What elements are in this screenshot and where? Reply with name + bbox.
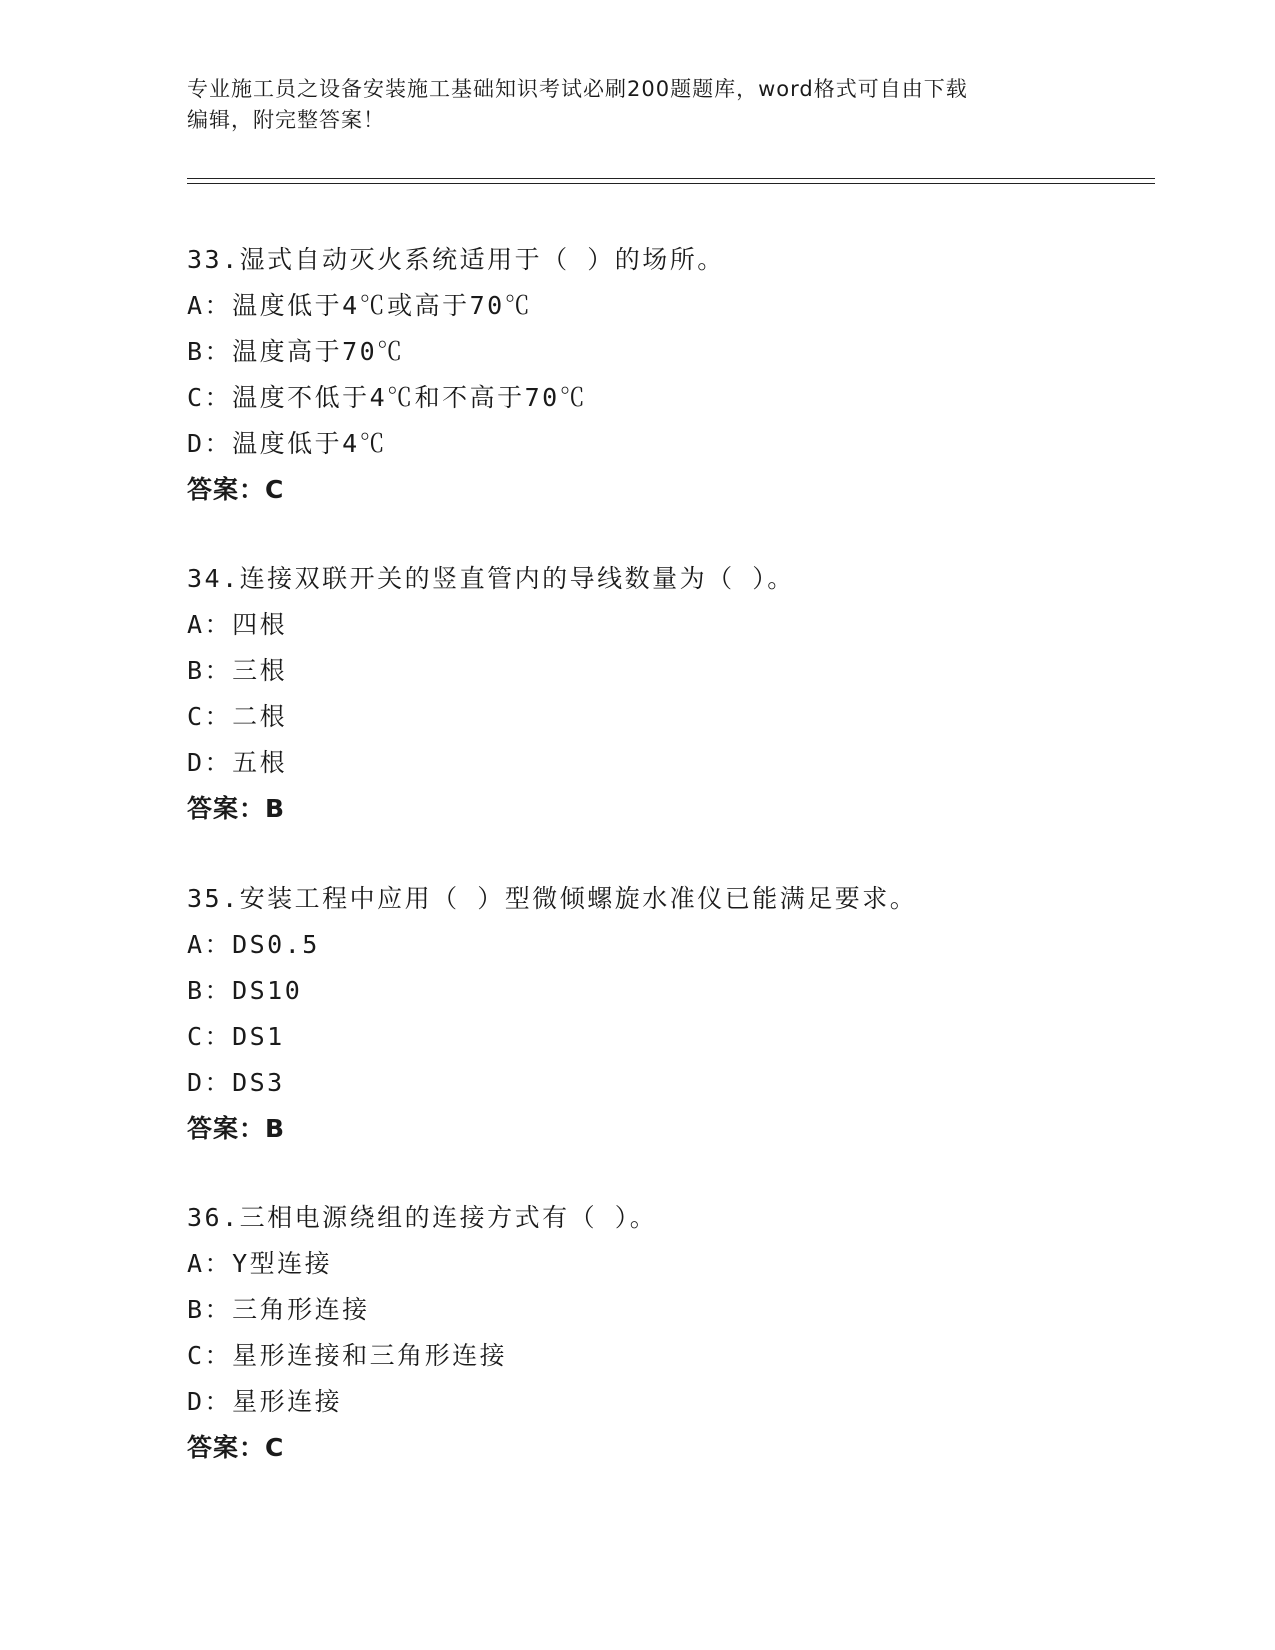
- option-text: 星形连接和三角形连接: [232, 1341, 508, 1370]
- option-a: [187, 922, 1147, 968]
- option-text: 星形连接: [232, 1387, 343, 1416]
- option-d: [187, 421, 1147, 467]
- answer-line: 答案：B: [187, 1114, 286, 1143]
- header-line-1: 专业施工员之设备安装施工基础知识考试必刷200题题库，word格式可自由下载: [187, 77, 968, 101]
- option-key: C：: [187, 1341, 233, 1370]
- option-b: [187, 968, 1147, 1014]
- option-text: 温度高于70℃: [232, 337, 405, 366]
- option-key: B：: [187, 976, 233, 1005]
- option-b: [187, 1287, 1147, 1333]
- document-header: [187, 74, 1087, 136]
- option-key: B：: [187, 337, 233, 366]
- option-key: B：: [187, 656, 233, 685]
- option-d: [187, 740, 1147, 786]
- answer-line: 答案：B: [187, 794, 286, 823]
- option-key: D：: [187, 748, 233, 777]
- question-title: 35.安装工程中应用（ ）型微倾螺旋水准仪已能满足要求。: [187, 884, 918, 913]
- option-key: A：: [187, 1249, 233, 1278]
- option-c: [187, 694, 1147, 740]
- option-d: [187, 1060, 1147, 1106]
- option-text: DS3: [232, 1068, 285, 1097]
- option-d: [187, 1379, 1147, 1425]
- option-text: 温度低于4℃: [232, 429, 388, 458]
- option-text: 温度不低于4℃和不高于70℃: [232, 383, 588, 412]
- option-text: 四根: [232, 610, 288, 639]
- option-text: 三根: [232, 656, 288, 685]
- option-a: [187, 1241, 1147, 1287]
- option-key: D：: [187, 1387, 233, 1416]
- option-c: [187, 1014, 1147, 1060]
- option-text: 三角形连接: [232, 1295, 370, 1324]
- option-key: C：: [187, 702, 233, 731]
- question-title: 33.湿式自动灭火系统适用于（ ）的场所。: [187, 245, 725, 274]
- option-text: DS10: [232, 976, 303, 1005]
- option-text: 二根: [232, 702, 288, 731]
- option-c: [187, 375, 1147, 421]
- option-text: 五根: [232, 748, 288, 777]
- option-key: C：: [187, 1022, 233, 1051]
- header-divider-bottom: [187, 183, 1155, 184]
- option-text: DS1: [232, 1022, 285, 1051]
- question-block: [187, 237, 1147, 513]
- option-text: 温度低于4℃或高于70℃: [232, 291, 533, 320]
- option-c: [187, 1333, 1147, 1379]
- option-key: D：: [187, 429, 233, 458]
- option-b: [187, 329, 1147, 375]
- option-text: Y型连接: [232, 1249, 333, 1278]
- option-key: A：: [187, 291, 233, 320]
- header-divider-top: [187, 178, 1155, 179]
- option-a: [187, 283, 1147, 329]
- option-key: B：: [187, 1295, 233, 1324]
- header-line-2: 编辑，附完整答案！: [187, 108, 385, 132]
- answer-line: 答案：C: [187, 475, 285, 504]
- option-a: [187, 602, 1147, 648]
- question-block: [187, 876, 1147, 1152]
- question-title: 34.连接双联开关的竖直管内的导线数量为（ ）。: [187, 564, 795, 593]
- question-block: [187, 556, 1147, 832]
- option-text: DS0.5: [232, 930, 320, 959]
- answer-line: 答案：C: [187, 1433, 285, 1462]
- option-key: A：: [187, 610, 233, 639]
- option-key: A：: [187, 930, 233, 959]
- option-key: C：: [187, 383, 233, 412]
- option-b: [187, 648, 1147, 694]
- question-title: 36.三相电源绕组的连接方式有（ ）。: [187, 1203, 658, 1232]
- question-block: [187, 1195, 1147, 1471]
- option-key: D：: [187, 1068, 233, 1097]
